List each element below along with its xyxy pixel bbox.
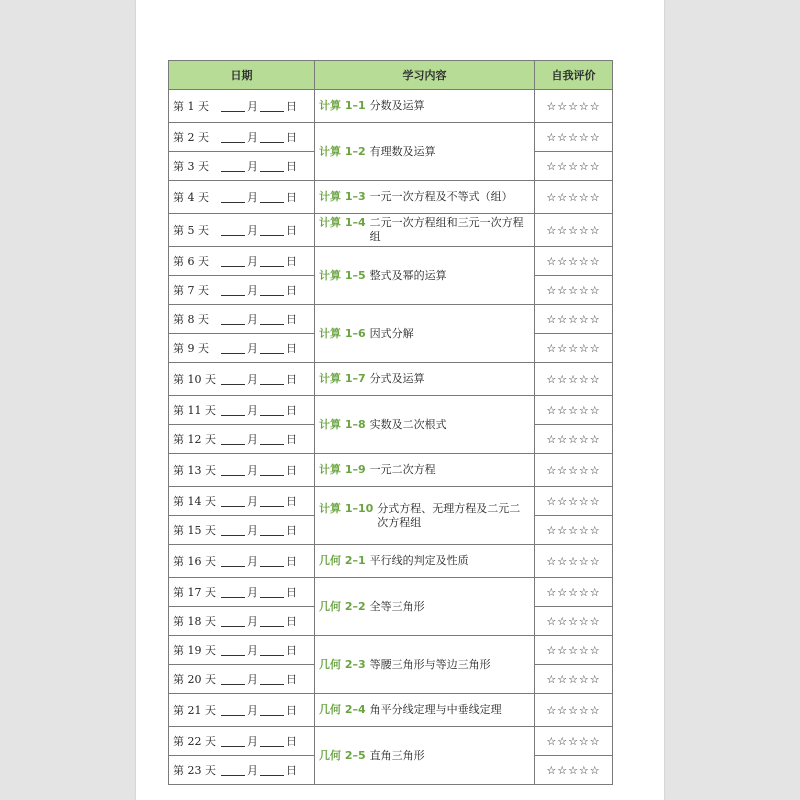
month-blank[interactable]: [221, 765, 245, 776]
day-blank[interactable]: [260, 765, 284, 776]
month-blank[interactable]: [221, 374, 245, 385]
day-of-month-label: 日: [286, 555, 297, 568]
topic: [319, 703, 530, 717]
topic: [319, 99, 530, 113]
topic-cell: [315, 90, 535, 123]
day-blank[interactable]: [260, 285, 284, 296]
table-row: [169, 694, 613, 727]
topic-title: 分式方程、无理方程及二元二次方程组: [377, 501, 521, 529]
date-cell: [169, 487, 315, 516]
star-rating[interactable]: ☆☆☆☆☆: [535, 487, 613, 516]
day-label: 第 2 天: [173, 131, 209, 144]
topic-title: 整式及幂的运算: [369, 268, 447, 282]
star-rating[interactable]: ☆☆☆☆☆: [535, 756, 613, 785]
day-label: 第 19 天: [173, 644, 216, 657]
day-label: 第 9 天: [173, 342, 209, 355]
day-label: 第 15 天: [173, 524, 216, 537]
table-row: [169, 90, 613, 123]
topic-title: 分式及运算: [369, 372, 425, 385]
topic-cell: [315, 454, 535, 487]
month-blank[interactable]: [221, 434, 245, 445]
day-blank[interactable]: [260, 192, 284, 203]
topic: [319, 600, 530, 614]
table-row: [169, 214, 613, 247]
topic-cell: [315, 727, 535, 785]
topic-cell: [315, 636, 535, 694]
day-of-month-label: 日: [286, 224, 297, 237]
day-label: 第 23 天: [173, 764, 216, 777]
day-blank[interactable]: [260, 525, 284, 536]
date-cell: [169, 454, 315, 487]
month-label: 月: [247, 255, 258, 268]
month-label: 月: [247, 673, 258, 686]
month-label: 月: [247, 404, 258, 417]
day-blank[interactable]: [260, 314, 284, 325]
star-rating[interactable]: ☆☆☆☆☆: [535, 396, 613, 425]
star-rating[interactable]: ☆☆☆☆☆: [535, 305, 613, 334]
star-rating[interactable]: ☆☆☆☆☆: [535, 90, 613, 123]
month-label: 月: [247, 131, 258, 144]
day-label: 第 10 天: [173, 373, 216, 386]
day-label: 第 8 天: [173, 313, 209, 326]
day-label: 第 4 天: [173, 191, 209, 204]
month-blank[interactable]: [221, 674, 245, 685]
table-row: [169, 363, 613, 396]
month-label: 月: [247, 735, 258, 748]
day-of-month-label: 日: [286, 644, 297, 657]
month-blank[interactable]: [221, 343, 245, 354]
day-of-month-label: 日: [286, 284, 297, 297]
month-label: 月: [247, 160, 258, 173]
month-blank[interactable]: [221, 616, 245, 627]
table-row: [169, 727, 613, 756]
month-blank[interactable]: [221, 101, 245, 112]
day-of-month-label: 日: [286, 131, 297, 144]
topic-number: 计算 1–7: [319, 372, 366, 385]
table-row: [169, 454, 613, 487]
topic-title: 角平分线定理与中垂线定理: [369, 703, 502, 716]
topic-title: 有理数及运算: [369, 144, 436, 158]
day-of-month-label: 日: [286, 704, 297, 717]
month-label: 月: [247, 704, 258, 717]
topic-title: 平行线的判定及性质: [369, 554, 469, 567]
star-rating[interactable]: ☆☆☆☆☆: [535, 334, 613, 363]
day-of-month-label: 日: [286, 313, 297, 326]
date-header: 日期: [169, 61, 315, 90]
star-rating[interactable]: ☆☆☆☆☆: [535, 123, 613, 152]
day-of-month-label: 日: [286, 255, 297, 268]
star-rating[interactable]: ☆☆☆☆☆: [535, 727, 613, 756]
topic: [319, 502, 530, 530]
star-rating[interactable]: ☆☆☆☆☆: [535, 425, 613, 454]
topic-cell: [315, 123, 535, 181]
month-label: 月: [247, 433, 258, 446]
month-blank[interactable]: [221, 161, 245, 172]
table-row: [169, 578, 613, 607]
topic-title: 因式分解: [369, 326, 414, 340]
topic-title: 分数及运算: [369, 99, 425, 112]
month-label: 月: [247, 313, 258, 326]
month-label: 月: [247, 373, 258, 386]
month-blank[interactable]: [221, 225, 245, 236]
day-label: 第 20 天: [173, 673, 216, 686]
day-label: 第 7 天: [173, 284, 209, 297]
date-cell: [169, 305, 315, 334]
table-row: [169, 247, 613, 276]
topic-number: 计算 1–1: [319, 99, 366, 112]
date-cell: [169, 727, 315, 756]
day-of-month-label: 日: [286, 404, 297, 417]
month-blank[interactable]: [221, 256, 245, 267]
day-blank[interactable]: [260, 496, 284, 507]
day-blank[interactable]: [260, 101, 284, 112]
topic-cell: [315, 578, 535, 636]
month-label: 月: [247, 644, 258, 657]
topic-cell: [315, 545, 535, 578]
day-of-month-label: 日: [286, 433, 297, 446]
topic: [319, 216, 530, 244]
month-blank[interactable]: [221, 405, 245, 416]
topic-cell: [315, 396, 535, 454]
table-row: [169, 123, 613, 152]
topic-cell: [315, 694, 535, 727]
day-blank[interactable]: [260, 674, 284, 685]
day-of-month-label: 日: [286, 191, 297, 204]
month-blank[interactable]: [221, 587, 245, 598]
star-rating[interactable]: ☆☆☆☆☆: [535, 152, 613, 181]
day-blank[interactable]: [260, 587, 284, 598]
day-blank[interactable]: [260, 161, 284, 172]
month-label: 月: [247, 191, 258, 204]
topic-title: 实数及二次根式: [369, 417, 447, 431]
topic-number: 计算 1–4: [319, 216, 366, 229]
topic-title: 直角三角形: [369, 748, 425, 762]
date-cell: [169, 516, 315, 545]
day-of-month-label: 日: [286, 342, 297, 355]
table-header-row: [169, 61, 613, 90]
topic-number: 几何 2–5: [319, 748, 366, 762]
day-label: 第 12 天: [173, 433, 216, 446]
month-label: 月: [247, 224, 258, 237]
day-blank[interactable]: [260, 465, 284, 476]
star-rating[interactable]: ☆☆☆☆☆: [535, 694, 613, 727]
month-label: 月: [247, 284, 258, 297]
topic-number: 计算 1–6: [319, 326, 366, 340]
month-label: 月: [247, 495, 258, 508]
day-of-month-label: 日: [286, 100, 297, 113]
star-rating[interactable]: ☆☆☆☆☆: [535, 454, 613, 487]
topic-title: 二元一次方程组和三元一次方程组: [369, 216, 524, 243]
topic-number: 计算 1–9: [319, 463, 366, 476]
star-rating[interactable]: ☆☆☆☆☆: [535, 214, 613, 247]
month-blank[interactable]: [221, 645, 245, 656]
day-of-month-label: 日: [286, 764, 297, 777]
day-of-month-label: 日: [286, 586, 297, 599]
day-blank[interactable]: [260, 645, 284, 656]
day-blank[interactable]: [260, 405, 284, 416]
date-cell: [169, 665, 315, 694]
day-blank[interactable]: [260, 256, 284, 267]
topic: [319, 418, 530, 432]
topic-title: 一元二次方程: [369, 463, 436, 476]
day-label: 第 14 天: [173, 495, 216, 508]
day-blank[interactable]: [260, 343, 284, 354]
day-label: 第 5 天: [173, 224, 209, 237]
topic-cell: [315, 305, 535, 363]
day-blank[interactable]: [260, 374, 284, 385]
day-blank[interactable]: [260, 736, 284, 747]
content-header: 学习内容: [315, 61, 535, 90]
month-blank[interactable]: [221, 465, 245, 476]
day-label: 第 17 天: [173, 586, 216, 599]
topic-title: 一元一次方程及不等式（组）: [369, 190, 513, 203]
day-blank[interactable]: [260, 434, 284, 445]
date-cell: [169, 545, 315, 578]
day-blank[interactable]: [260, 225, 284, 236]
month-label: 月: [247, 586, 258, 599]
topic-cell: [315, 247, 535, 305]
date-cell: [169, 607, 315, 636]
day-of-month-label: 日: [286, 524, 297, 537]
star-rating[interactable]: ☆☆☆☆☆: [535, 276, 613, 305]
month-blank[interactable]: [221, 192, 245, 203]
date-cell: [169, 334, 315, 363]
topic-cell: [315, 363, 535, 396]
table-row: [169, 181, 613, 214]
topic-cell: [315, 181, 535, 214]
day-label: 第 18 天: [173, 615, 216, 628]
month-label: 月: [247, 100, 258, 113]
day-of-month-label: 日: [286, 735, 297, 748]
table-row: [169, 636, 613, 665]
day-of-month-label: 日: [286, 464, 297, 477]
topic-title: 全等三角形: [369, 599, 425, 613]
topic-number: 计算 1–3: [319, 190, 366, 203]
topic-number: 计算 1–8: [319, 417, 366, 431]
star-rating[interactable]: ☆☆☆☆☆: [535, 636, 613, 665]
date-cell: [169, 636, 315, 665]
month-blank[interactable]: [221, 525, 245, 536]
star-rating[interactable]: ☆☆☆☆☆: [535, 363, 613, 396]
month-blank[interactable]: [221, 556, 245, 567]
day-blank[interactable]: [260, 616, 284, 627]
day-of-month-label: 日: [286, 160, 297, 173]
date-cell: [169, 90, 315, 123]
table-row: [169, 305, 613, 334]
day-blank[interactable]: [260, 132, 284, 143]
star-rating[interactable]: ☆☆☆☆☆: [535, 578, 613, 607]
topic-number: 几何 2–1: [319, 554, 366, 567]
date-cell: [169, 694, 315, 727]
day-blank[interactable]: [260, 705, 284, 716]
topic-cell: [315, 214, 535, 247]
day-of-month-label: 日: [286, 495, 297, 508]
month-blank[interactable]: [221, 314, 245, 325]
topic: [319, 190, 530, 204]
topic: [319, 327, 530, 341]
schedule-body: [169, 90, 613, 785]
day-label: 第 6 天: [173, 255, 209, 268]
star-rating[interactable]: ☆☆☆☆☆: [535, 516, 613, 545]
month-blank[interactable]: [221, 285, 245, 296]
day-label: 第 13 天: [173, 464, 216, 477]
table-row: [169, 487, 613, 516]
star-rating[interactable]: ☆☆☆☆☆: [535, 607, 613, 636]
date-cell: [169, 276, 315, 305]
topic: [319, 145, 530, 159]
month-blank[interactable]: [221, 705, 245, 716]
month-label: 月: [247, 342, 258, 355]
date-cell: [169, 578, 315, 607]
month-label: 月: [247, 524, 258, 537]
day-label: 第 22 天: [173, 735, 216, 748]
day-label: 第 21 天: [173, 704, 216, 717]
topic: [319, 749, 530, 763]
topic: [319, 269, 530, 283]
date-cell: [169, 181, 315, 214]
date-cell: [169, 152, 315, 181]
topic-number: 计算 1–5: [319, 268, 366, 282]
day-of-month-label: 日: [286, 673, 297, 686]
topic-number: 计算 1–10: [319, 501, 374, 515]
day-label: 第 11 天: [173, 404, 216, 417]
topic-title: 等腰三角形与等边三角形: [369, 657, 491, 671]
evaluation-header: 自我评价: [535, 61, 613, 90]
topic-number: 几何 2–4: [319, 703, 366, 716]
star-rating[interactable]: ☆☆☆☆☆: [535, 181, 613, 214]
star-rating[interactable]: ☆☆☆☆☆: [535, 247, 613, 276]
table-row: [169, 545, 613, 578]
topic: [319, 554, 530, 568]
month-label: 月: [247, 764, 258, 777]
date-cell: [169, 247, 315, 276]
topic-cell: [315, 487, 535, 545]
date-cell: [169, 425, 315, 454]
date-cell: [169, 123, 315, 152]
month-blank[interactable]: [221, 132, 245, 143]
topic-number: 几何 2–3: [319, 657, 366, 671]
topic-number: 计算 1–2: [319, 144, 366, 158]
month-blank[interactable]: [221, 496, 245, 507]
month-label: 月: [247, 615, 258, 628]
day-of-month-label: 日: [286, 373, 297, 386]
table-row: [169, 396, 613, 425]
star-rating[interactable]: ☆☆☆☆☆: [535, 545, 613, 578]
star-rating[interactable]: ☆☆☆☆☆: [535, 665, 613, 694]
study-schedule-table: [168, 60, 613, 785]
date-cell: [169, 363, 315, 396]
topic: [319, 463, 530, 477]
date-cell: [169, 214, 315, 247]
day-blank[interactable]: [260, 556, 284, 567]
topic-number: 几何 2–2: [319, 599, 366, 613]
day-of-month-label: 日: [286, 615, 297, 628]
day-label: 第 1 天: [173, 100, 209, 113]
month-label: 月: [247, 555, 258, 568]
date-cell: [169, 396, 315, 425]
topic: [319, 372, 530, 386]
day-label: 第 16 天: [173, 555, 216, 568]
topic: [319, 658, 530, 672]
day-label: 第 3 天: [173, 160, 209, 173]
month-blank[interactable]: [221, 736, 245, 747]
date-cell: [169, 756, 315, 785]
month-label: 月: [247, 464, 258, 477]
